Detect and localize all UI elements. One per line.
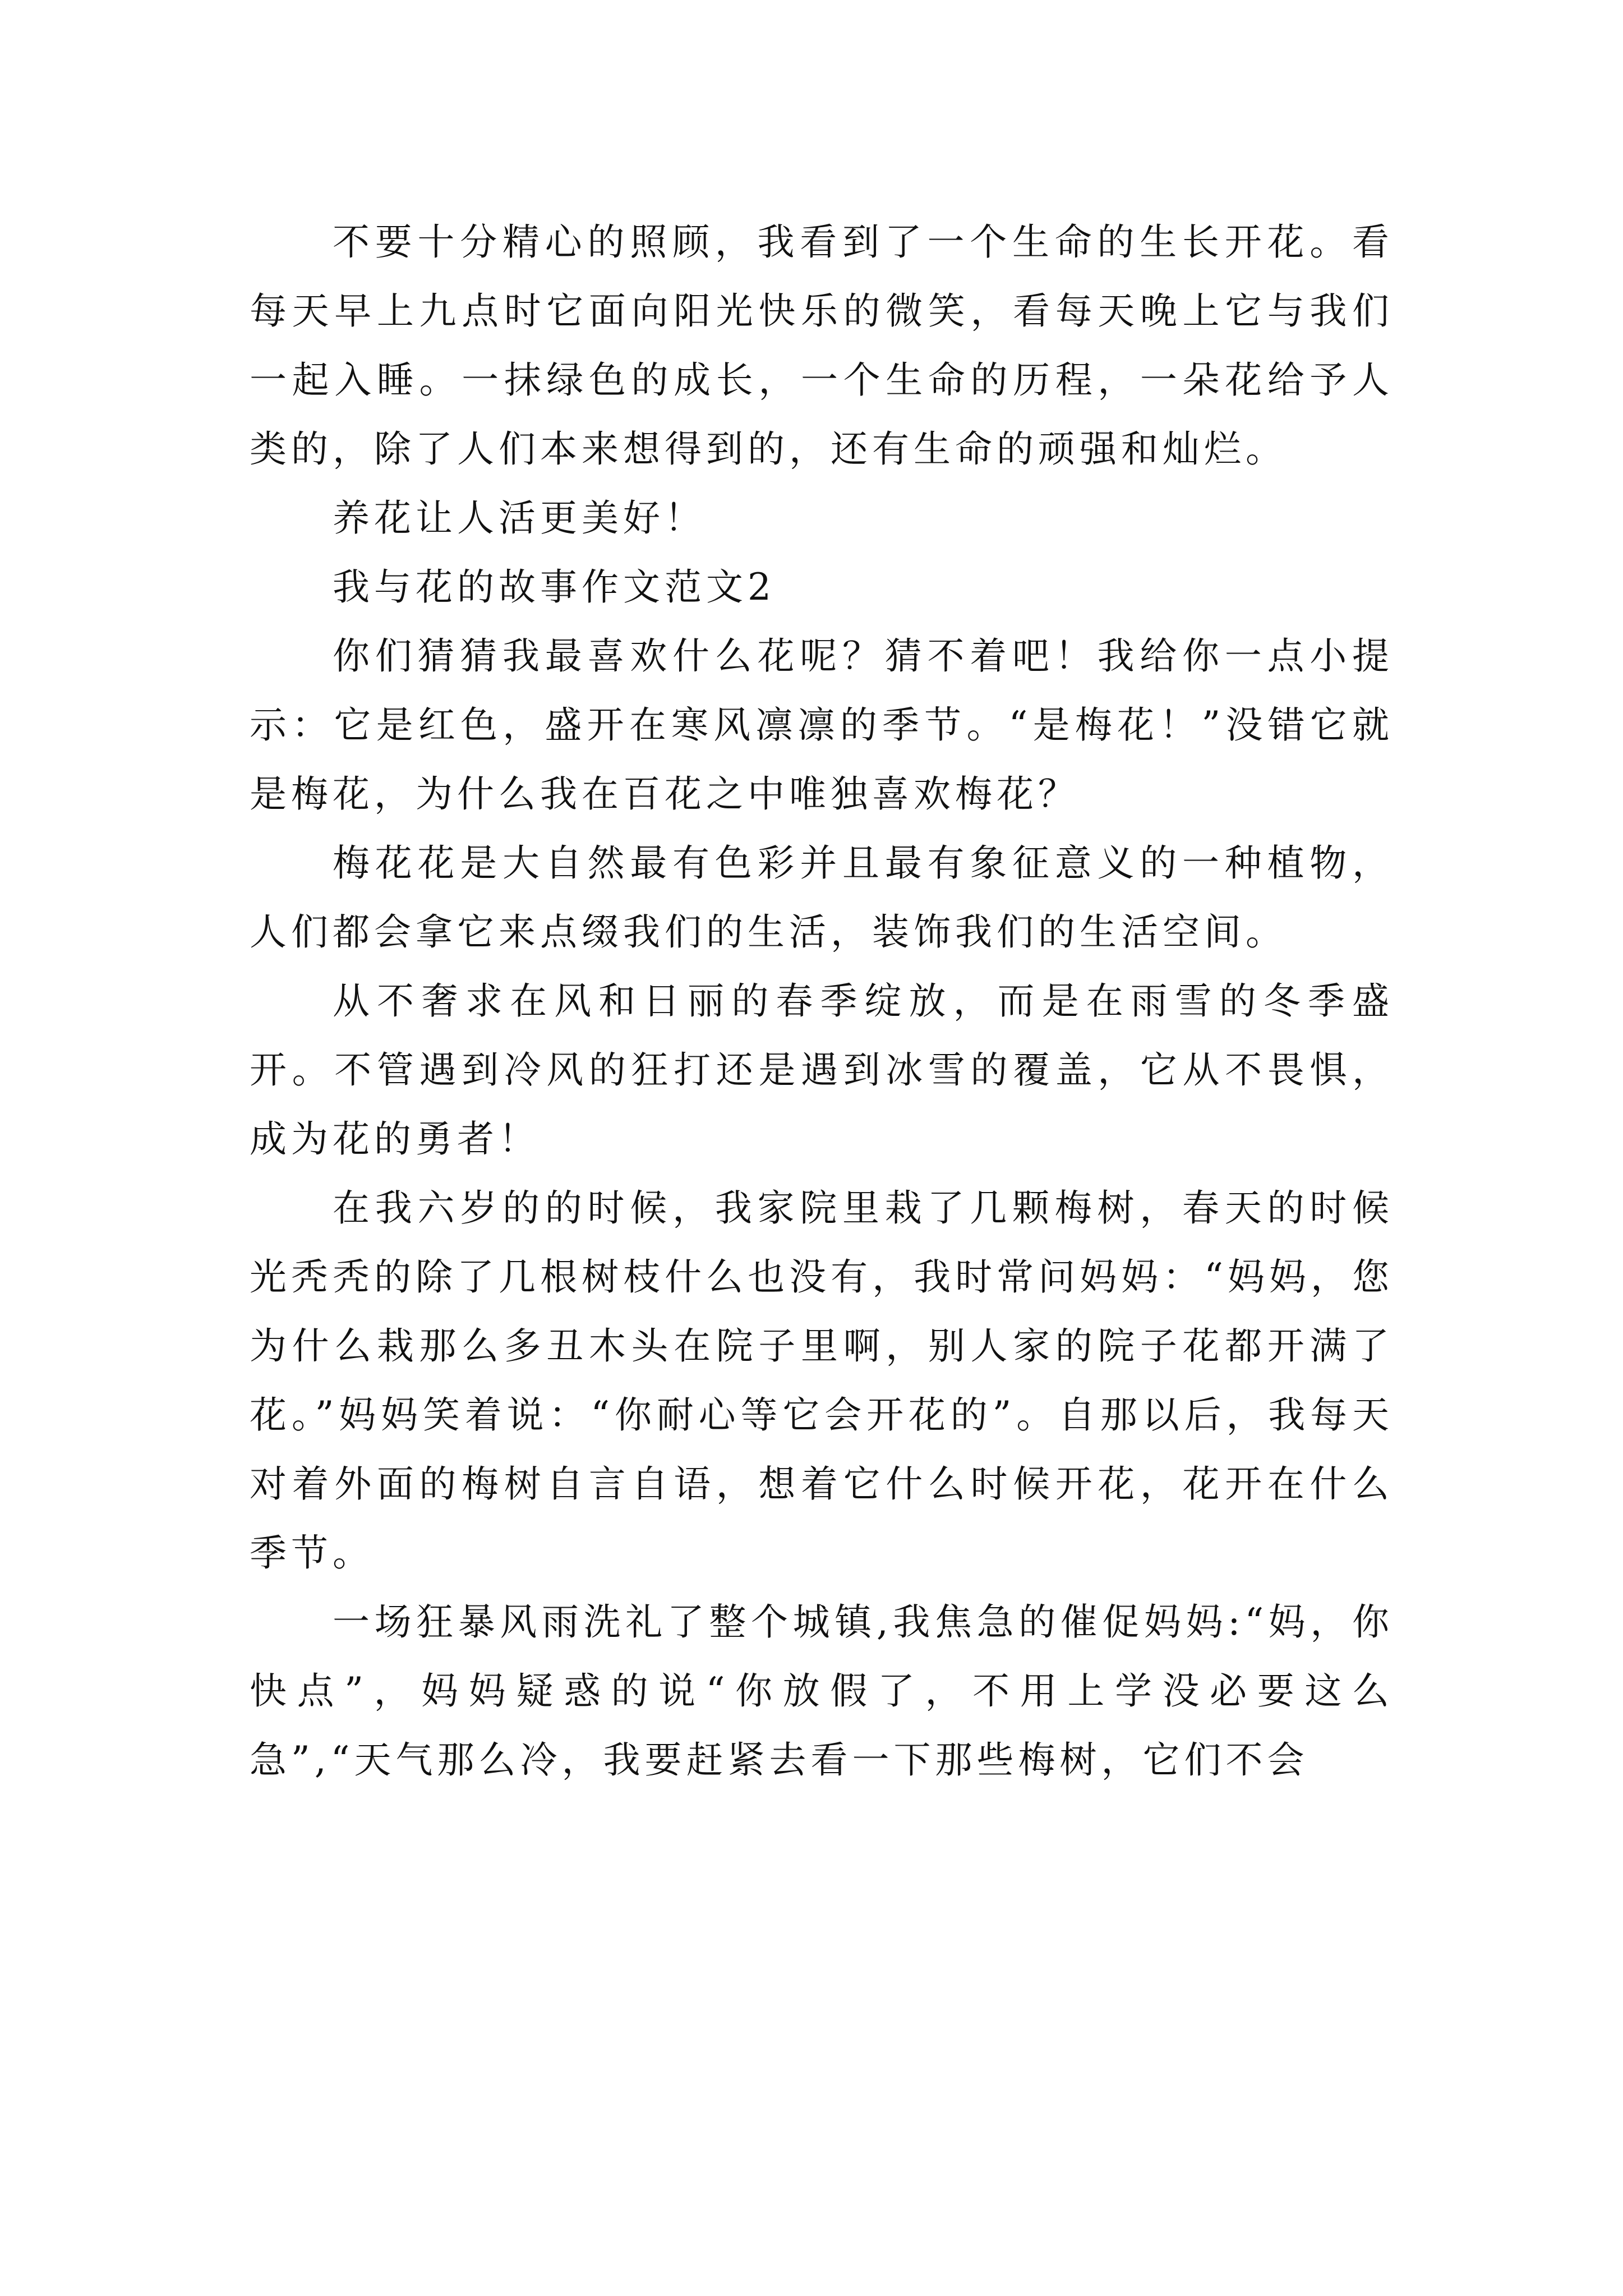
paragraph-5: 从不奢求在风和日丽的春季绽放，而是在雨雪的冬季盛开。不管遇到冷风的狂打还是遇到冰雪的覆盖，它从不畏惧，成为花的勇者！	[250, 979, 1394, 1161]
paragraph-7: 一场狂暴风雨洗礼了整个城镇,我焦急的催促妈妈:“妈，你快点”，妈妈疑惑的说“你放假了，不用上学没必要这么急”,“天气那么冷，我要赶紧去看一下那些梅树，它们不会	[250, 1600, 1394, 1782]
paragraph-4: 梅花花是大自然最有色彩并且最有象征意义的一种植物，人们都会拿它来点缀我们的生活，装饰我们的生活空间。	[250, 841, 1394, 954]
paragraph-1: 不要十分精心的照顾，我看到了一个生命的生长开花。看每天早上九点时它面向阳光快乐的微笑，看每天晚上它与我们一起入睡。一抹绿色的成长，一个生命的历程，一朵花给予人类的，除了人们本来想得到的，还有生命的顽强和灿烂。	[250, 220, 1394, 471]
paragraph-6: 在我六岁的的时候，我家院里栽了几颗梅树，春天的时候光秃秃的除了几根树枝什么也没有，我时常问妈妈：“妈妈，您为什么栽那么多丑木头在院子里啊，别人家的院子花都开满了花。”妈妈笑着说：“你耐心等它会开花的”。自那以后，我每天对着外面的梅树自言自语，想着它什么时候开花，花开在什么季节。	[250, 1186, 1394, 1575]
document-body	[250, 208, 1394, 1795]
paragraph-2: 养花让人活更美好！	[333, 496, 706, 540]
section-heading: 我与花的故事作文范文2	[333, 565, 776, 609]
paragraph-3: 你们猜猜我最喜欢什么花呢？猜不着吧！我给你一点小提示：它是红色，盛开在寒风凛凛的季节。“是梅花！”没错它就是梅花，为什么我在百花之中唯独喜欢梅花？	[250, 634, 1394, 816]
